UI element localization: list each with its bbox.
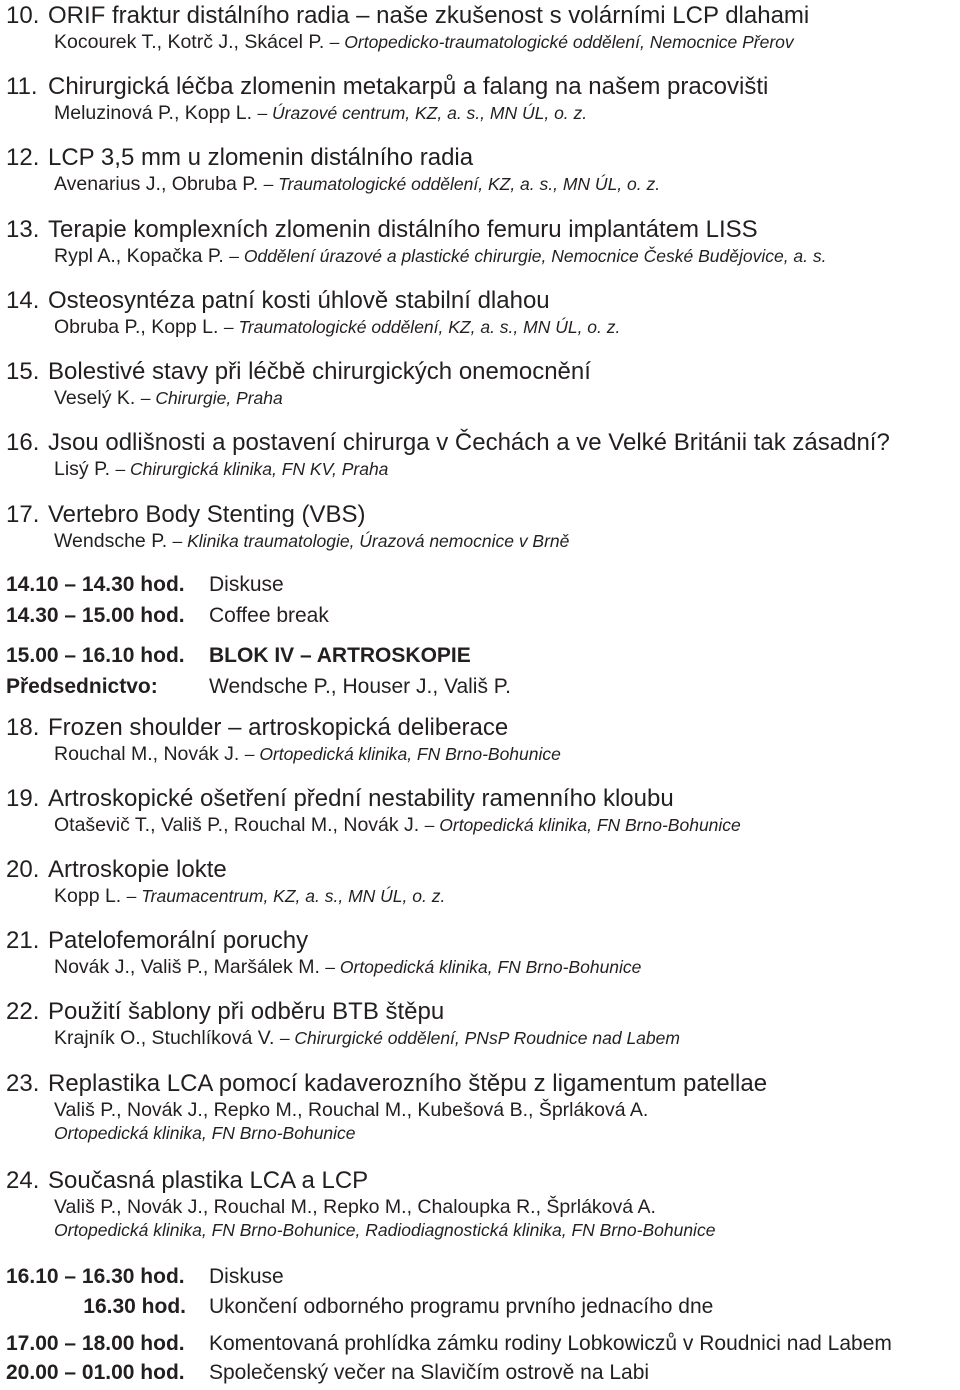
item-authors: Vališ P., Novák J., Repko M., Rouchal M., Kubešová B., Šprláková A. [54, 1099, 649, 1121]
program-item [6, 714, 956, 766]
schedule-row: 16.30 hod. Ukončení odborného programu prvního jednacího dne [83, 1295, 714, 1318]
item-title: 14. Osteosyntéza patní kosti úhlově stabilní dlahou [6, 287, 550, 314]
program-item [6, 785, 956, 837]
item-title: 18. Frozen shoulder – artroskopická deliberace [6, 714, 509, 741]
schedule-row: 17.00 – 18.00 hod. Komentovaná prohlídka zámku rodiny Lobkowiczů v Roudnici nad Labem [6, 1332, 892, 1355]
item-authors: Otaševič T., Vališ P., Rouchal M., Novák J. – Ortopedická klinika, FN Brno-Bohunice [54, 814, 741, 836]
program-item [6, 144, 956, 196]
item-title: 24. Současná plastika LCA a LCP [6, 1167, 369, 1194]
item-title: 22. Použití šablony při odběru BTB štěpu [6, 998, 445, 1025]
item-title: 16. Jsou odlišnosti a postavení chirurga v Čechách a ve Velké Británii tak zásadní? [6, 429, 890, 456]
program-item [6, 358, 956, 410]
item-authors: Krajník O., Stuchlíková V. – Chirurgické oddělení, PNsP Roudnice nad Labem [54, 1027, 680, 1049]
item-institution: Ortopedická klinika, FN Brno-Bohunice, Radiodiagnostická klinika, FN Brno-Bohunice [54, 1220, 716, 1240]
program-item [6, 73, 956, 125]
program-item [6, 1167, 956, 1241]
schedule-row: 14.10 – 14.30 hod. Diskuse [6, 573, 284, 596]
program-item [6, 927, 956, 979]
program-item [6, 1070, 956, 1144]
item-authors: Obruba P., Kopp L. – Traumatologické oddělení, KZ, a. s., MN ÚL, o. z. [54, 316, 621, 338]
schedule-row: 20.00 – 01.00 hod. Společenský večer na Slavičím ostrově na Labi [6, 1361, 650, 1384]
item-authors: Veselý K. – Chirurgie, Praha [54, 387, 283, 409]
program-item [6, 998, 956, 1050]
item-title: 10. ORIF fraktur distálního radia – naše zkušenost s volárními LCP dlahami [6, 2, 810, 29]
schedule-row: 16.10 – 16.30 hod. Diskuse [6, 1265, 284, 1288]
schedule-row: 14.30 – 15.00 hod. Coffee break [6, 604, 329, 627]
item-authors: Kocourek T., Kotrč J., Skácel P. – Ortopedicko-traumatologické oddělení, Nemocnice Přerov [54, 31, 794, 53]
item-authors: Rypl A., Kopačka P. – Oddělení úrazové a plastické chirurgie, Nemocnice České Budějovice, a. s. [54, 245, 827, 267]
program-item [6, 429, 956, 481]
item-authors: Vališ P., Novák J., Rouchal M., Repko M., Chaloupka R., Šprláková A. [54, 1196, 656, 1218]
item-authors: Rouchal M., Novák J. – Ortopedická klinika, FN Brno-Bohunice [54, 743, 561, 765]
item-title: 15. Bolestivé stavy při léčbě chirurgických onemocnění [6, 358, 591, 385]
item-institution: Ortopedická klinika, FN Brno-Bohunice [54, 1123, 356, 1143]
item-title: 11. Chirurgická léčba zlomenin metakarpů a falang na našem pracovišti [6, 73, 769, 100]
program-item [6, 287, 956, 339]
item-title: 20. Artroskopie lokte [6, 856, 227, 883]
item-title: 12. LCP 3,5 mm u zlomenin distálního radia [6, 144, 474, 171]
program-item [6, 216, 956, 268]
item-authors: Avenarius J., Obruba P. – Traumatologické oddělení, KZ, a. s., MN ÚL, o. z. [54, 173, 661, 195]
program-item [6, 501, 956, 553]
item-authors: Lisý P. – Chirurgická klinika, FN KV, Praha [54, 458, 389, 480]
item-authors: Novák J., Vališ P., Maršálek M. – Ortopedická klinika, FN Brno-Bohunice [54, 956, 642, 978]
item-title: 13. Terapie komplexních zlomenin distálního femuru implantátem LISS [6, 216, 758, 243]
item-title: 17. Vertebro Body Stenting (VBS) [6, 501, 366, 528]
item-title: 19. Artroskopické ošetření přední nestability ramenního kloubu [6, 785, 674, 812]
item-authors: Kopp L. – Traumacentrum, KZ, a. s., MN ÚL, o. z. [54, 885, 446, 907]
block-chair: Předsednictvo: Wendsche P., Houser J., Vališ P. [6, 675, 511, 698]
block-header: 15.00 – 16.10 hod. BLOK IV – ARTROSKOPIE [6, 644, 471, 667]
program-item [6, 2, 956, 54]
item-authors: Meluzinová P., Kopp L. – Úrazové centrum, KZ, a. s., MN ÚL, o. z. [54, 102, 588, 124]
item-authors: Wendsche P. – Klinika traumatologie, Úrazová nemocnice v Brně [54, 530, 570, 552]
item-title: 23. Replastika LCA pomocí kadaverozního štěpu z ligamentum patellae [6, 1070, 768, 1097]
item-title: 21. Patelofemorální poruchy [6, 927, 309, 954]
program-item [6, 856, 956, 908]
